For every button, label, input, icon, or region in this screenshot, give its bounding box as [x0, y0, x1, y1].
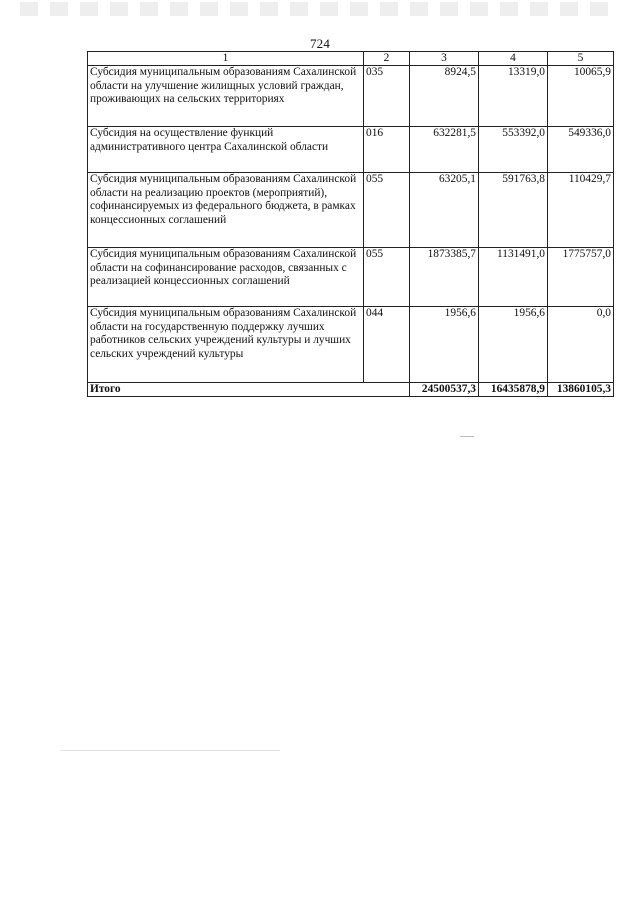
row-value-4: 553392,0 — [479, 127, 548, 173]
row-code: 016 — [364, 127, 410, 173]
column-header: 1 — [88, 52, 364, 66]
row-value-4: 1956,6 — [479, 307, 548, 383]
total-value-4: 16435878,9 — [479, 383, 548, 397]
subsidy-table — [87, 51, 614, 397]
row-value-4: 1131491,0 — [479, 248, 548, 307]
scan-header-smudge — [20, 2, 620, 16]
row-value-5: 1775757,0 — [548, 248, 614, 307]
row-code: 035 — [364, 66, 410, 127]
row-value-5: 110429,7 — [548, 173, 614, 248]
row-name: Субсидия муниципальным образованиям Сахалинской области на государственную поддержку лучших работников сельских учреждений культуры и лучших сельских учреждений культуры — [88, 307, 364, 383]
row-name: Субсидия на осуществление функций административного центра Сахалинской области — [88, 127, 364, 173]
row-code: 055 — [364, 173, 410, 248]
table-row — [88, 307, 614, 383]
row-value-5: 10065,9 — [548, 66, 614, 127]
row-value-5: 0,0 — [548, 307, 614, 383]
total-value-5: 13860105,3 — [548, 383, 614, 397]
row-name: Субсидия муниципальным образованиям Сахалинской области на реализацию проектов (мероприятий), софинансируемых из федерального бюджета, в рамках концессионных соглашений — [88, 173, 364, 248]
row-name: Субсидия муниципальным образованиям Сахалинской области на софинансирование расходов, связанных с реализацией концессионных соглашений — [88, 248, 364, 307]
table-row — [88, 173, 614, 248]
column-header: 5 — [548, 52, 614, 66]
total-value-3: 24500537,3 — [410, 383, 479, 397]
row-value-3: 1956,6 — [410, 307, 479, 383]
total-label: Итого — [88, 383, 410, 397]
column-header: 4 — [479, 52, 548, 66]
table-row — [88, 66, 614, 127]
row-code: 044 — [364, 307, 410, 383]
row-value-4: 591763,8 — [479, 173, 548, 248]
row-value-3: 632281,5 — [410, 127, 479, 173]
scan-dust-mark — [460, 436, 474, 437]
row-name: Субсидия муниципальным образованиям Сахалинской области на улучшение жилищных условий граждан, проживающих на сельских территориях — [88, 66, 364, 127]
table-row — [88, 127, 614, 173]
page-number: 724 — [309, 36, 331, 51]
row-value-3: 8924,5 — [410, 66, 479, 127]
total-row — [88, 383, 614, 397]
row-code: 055 — [364, 248, 410, 307]
column-header: 3 — [410, 52, 479, 66]
column-header: 2 — [364, 52, 410, 66]
row-value-3: 1873385,7 — [410, 248, 479, 307]
row-value-4: 13319,0 — [479, 66, 548, 127]
table-row — [88, 248, 614, 307]
row-value-3: 63205,1 — [410, 173, 479, 248]
scan-dust-mark — [60, 750, 280, 751]
row-value-5: 549336,0 — [548, 127, 614, 173]
table-header-row — [88, 52, 614, 66]
